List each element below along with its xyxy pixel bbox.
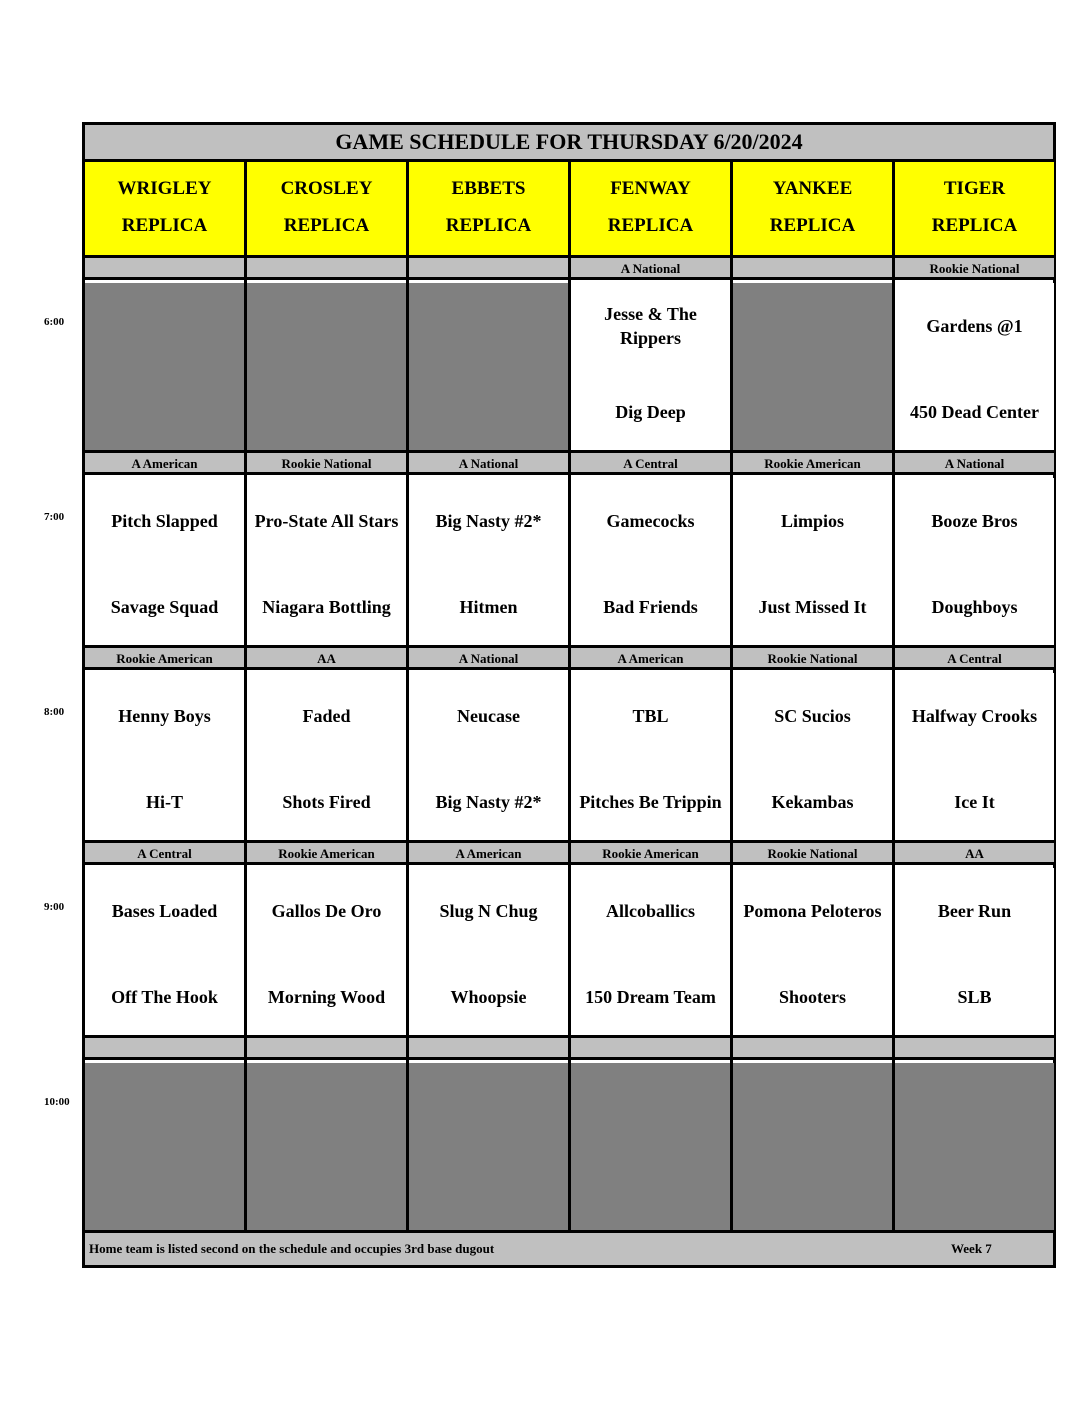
home-team: Pitches Be Trippin — [579, 792, 722, 812]
field-subtitle: REPLICA — [607, 215, 694, 236]
field-header-crosley — [247, 162, 406, 258]
empty-slot — [247, 1063, 406, 1233]
game-cell — [571, 673, 730, 843]
game-cell — [409, 478, 568, 648]
home-team: Whoopsie — [450, 987, 527, 1007]
empty-slot — [733, 283, 892, 453]
empty-slot — [571, 1063, 730, 1233]
field-subtitle: REPLICA — [931, 215, 1018, 236]
home-team: Kekambas — [771, 792, 854, 812]
game-cell — [85, 673, 244, 843]
empty-slot — [895, 1063, 1054, 1233]
empty-slot — [733, 1063, 892, 1233]
division-label: A American — [85, 453, 244, 475]
field-header-fenway — [571, 162, 730, 258]
away-team: Faded — [302, 706, 351, 726]
time-label: 10:00 — [44, 1096, 70, 1108]
game-cell — [571, 283, 730, 453]
game-cell — [895, 478, 1054, 648]
column-divider — [406, 162, 409, 1233]
field-subtitle: REPLICA — [445, 215, 532, 236]
game-cell — [409, 673, 568, 843]
division-label: A Central — [895, 648, 1054, 670]
field-name: WRIGLEY — [117, 178, 212, 199]
home-team: Morning Wood — [267, 987, 386, 1007]
division-label: Rookie American — [85, 648, 244, 670]
division-label — [733, 258, 892, 280]
home-team: Just Missed It — [758, 597, 867, 617]
home-team: Hitmen — [459, 597, 518, 617]
division-label: Rookie National — [733, 843, 892, 865]
division-label: Rookie National — [733, 648, 892, 670]
field-name: YANKEE — [772, 178, 853, 199]
away-team: SC Sucios — [774, 706, 851, 726]
division-label: A American — [409, 843, 568, 865]
division-label: Rookie American — [247, 843, 406, 865]
away-team: Pomona Peloteros — [743, 901, 882, 921]
empty-slot — [409, 1063, 568, 1233]
home-team: Bad Friends — [603, 597, 698, 617]
game-cell — [247, 868, 406, 1038]
column-divider — [892, 162, 895, 1233]
empty-slot — [85, 1063, 244, 1233]
division-label: AA — [895, 843, 1054, 865]
home-team: Ice It — [954, 792, 995, 812]
home-team: 150 Dream Team — [585, 987, 716, 1007]
home-team: Niagara Bottling — [262, 597, 391, 617]
away-team: Slug N Chug — [439, 901, 538, 921]
week-label: Week 7 — [951, 1241, 992, 1256]
field-subtitle: REPLICA — [121, 215, 208, 236]
division-label: A Central — [571, 453, 730, 475]
division-label — [571, 1038, 730, 1060]
away-team: Booze Bros — [931, 511, 1018, 531]
away-team: Pro-State All Stars — [254, 511, 399, 531]
field-subtitle: REPLICA — [283, 215, 370, 236]
field-name: TIGER — [943, 178, 1006, 199]
time-label: 7:00 — [44, 511, 65, 523]
schedule-footer — [85, 1233, 1053, 1265]
home-team: Hi-T — [145, 792, 183, 812]
home-team: Big Nasty #2* — [435, 792, 542, 812]
division-label — [247, 1038, 406, 1060]
away-team: Henny Boys — [118, 706, 211, 726]
game-cell — [733, 478, 892, 648]
division-label: A National — [895, 453, 1054, 475]
division-label — [409, 1038, 568, 1060]
division-label: A Central — [85, 843, 244, 865]
field-header-wrigley — [85, 162, 244, 258]
time-label: 8:00 — [44, 706, 65, 718]
division-label — [895, 1038, 1054, 1060]
game-cell — [247, 673, 406, 843]
field-header-yankee — [733, 162, 892, 258]
game-cell — [247, 478, 406, 648]
empty-slot — [409, 283, 568, 453]
division-label: A National — [571, 258, 730, 280]
game-cell — [571, 868, 730, 1038]
field-name: EBBETS — [451, 178, 526, 199]
game-cell — [85, 478, 244, 648]
field-name: CROSLEY — [280, 178, 373, 199]
away-team: Jesse & The Rippers — [604, 304, 697, 348]
game-cell — [733, 673, 892, 843]
schedule-title: GAME SCHEDULE FOR THURSDAY 6/20/2024 — [85, 125, 1053, 162]
game-cell — [733, 868, 892, 1038]
away-team: Allcoballics — [606, 901, 695, 921]
division-label — [85, 1038, 244, 1060]
game-cell — [409, 868, 568, 1038]
division-label: Rookie American — [733, 453, 892, 475]
division-label — [733, 1038, 892, 1060]
away-team: Gallos De Oro — [271, 901, 382, 921]
field-name: FENWAY — [610, 178, 691, 199]
division-label: A National — [409, 648, 568, 670]
away-team: Neucase — [457, 706, 520, 726]
schedule-sheet — [82, 122, 1056, 1268]
home-team: Shooters — [779, 987, 846, 1007]
game-cell — [895, 283, 1054, 453]
division-label: Rookie National — [895, 258, 1054, 280]
away-team: Beer Run — [937, 901, 1012, 921]
away-team: Gardens @1 — [926, 316, 1023, 336]
division-label — [85, 258, 244, 280]
away-team: Halfway Crooks — [911, 706, 1038, 726]
home-team: Off The Hook — [111, 987, 218, 1007]
home-team: Dig Deep — [615, 402, 686, 422]
away-team: Big Nasty #2* — [435, 511, 542, 531]
time-label: 6:00 — [44, 316, 65, 328]
division-label — [247, 258, 406, 280]
away-team: Pitch Slapped — [111, 511, 218, 531]
home-team: Doughboys — [931, 597, 1018, 617]
game-cell — [895, 673, 1054, 843]
home-team: SLB — [957, 987, 992, 1007]
game-cell — [571, 478, 730, 648]
field-header-ebbets — [409, 162, 568, 258]
away-team: Gamecocks — [606, 511, 695, 531]
empty-slot — [247, 283, 406, 453]
away-team: Limpios — [780, 511, 845, 531]
game-cell — [85, 868, 244, 1038]
home-team: 450 Dead Center — [910, 402, 1039, 422]
division-label: A National — [409, 453, 568, 475]
home-team: Savage Squad — [110, 597, 219, 617]
away-team: Bases Loaded — [111, 901, 218, 921]
division-label: A American — [571, 648, 730, 670]
field-header-tiger — [895, 162, 1054, 258]
column-divider — [568, 162, 571, 1233]
field-subtitle: REPLICA — [769, 215, 856, 236]
game-cell — [895, 868, 1054, 1038]
division-label: Rookie National — [247, 453, 406, 475]
empty-slot — [85, 283, 244, 453]
division-label — [409, 258, 568, 280]
column-divider — [244, 162, 247, 1233]
home-team: Shots Fired — [282, 792, 371, 812]
division-label: Rookie American — [571, 843, 730, 865]
home-team-note: Home team is listed second on the schedule and occupies 3rd base dugout — [89, 1241, 495, 1256]
away-team: TBL — [632, 706, 669, 726]
time-label: 9:00 — [44, 901, 65, 913]
column-divider — [730, 162, 733, 1233]
division-label: AA — [247, 648, 406, 670]
